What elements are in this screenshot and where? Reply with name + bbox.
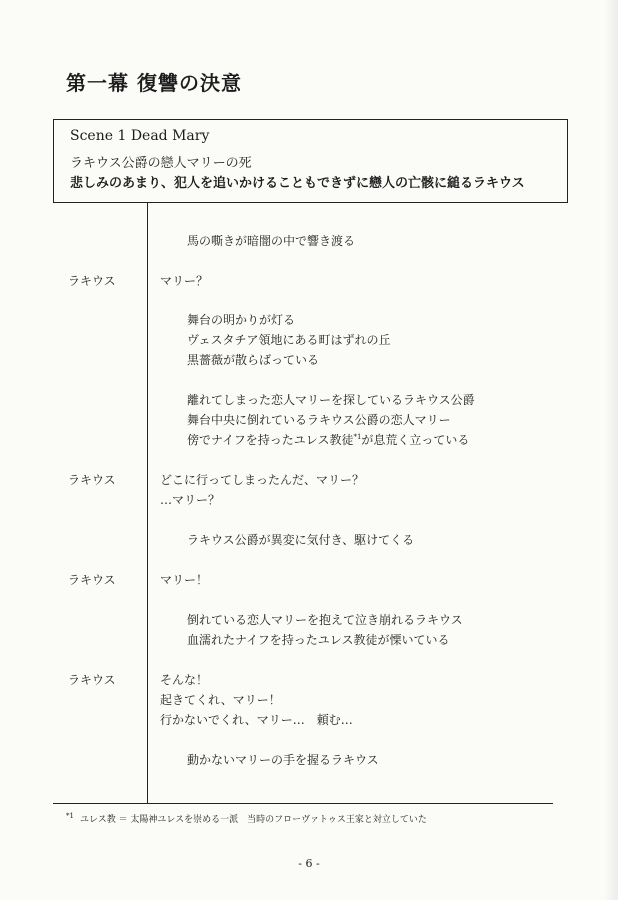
dialogue-line: 行かないでくれ、マリー… 頼む… <box>160 713 353 727</box>
stage-direction: 舞台中央に倒れているラキウス公爵の恋人マリー <box>187 413 451 427</box>
scene-header-box <box>53 119 568 203</box>
dialogue-line: …マリー？ <box>160 493 221 507</box>
dialogue-line: どこに行ってしまったんだ、マリー？ <box>160 473 365 487</box>
speaker-name: ラキウス <box>68 673 116 687</box>
scene-subtitle: ラキウス公爵の戀人マリーの死 <box>70 156 252 171</box>
stage-direction: ラキウス公爵が異変に気付き、駆けてくる <box>187 533 415 547</box>
scene-heading: Scene 1 Dead Mary <box>70 128 210 144</box>
dialogue-line: そんな！ <box>160 673 209 687</box>
scene-summary: 悲しみのあまり、犯人を追いかけることもできずに戀人の亡骸に縋るラキウス <box>70 176 525 191</box>
page-number: - 6 - <box>298 857 320 870</box>
speaker-name: ラキウス <box>68 473 116 487</box>
stage-direction: 舞台の明かりが灯る <box>187 313 296 327</box>
dialogue-line: マリー！ <box>160 573 209 587</box>
footnote-reference: *1 <box>353 433 362 441</box>
stage-direction-text: 傍でナイフを持ったユレス教徒 <box>187 433 354 447</box>
speaker-name: ラキウス <box>68 274 116 288</box>
stage-direction: 馬の嘶きが暗闇の中で響き渡る <box>187 234 356 248</box>
speaker-column-divider <box>147 203 148 804</box>
stage-direction <box>187 431 469 448</box>
stage-direction: 離れてしまった恋人マリーを探しているラキウス公爵 <box>187 393 475 407</box>
dialogue-line: マリー？ <box>160 274 209 288</box>
stage-direction: 黒薔薇が散らばっている <box>187 353 320 367</box>
stage-direction: ヴェスタチア領地にある町はずれの丘 <box>187 333 391 347</box>
footnote <box>66 812 427 825</box>
act-title: 第一幕 復讐の決意 <box>66 71 242 95</box>
footnote-text: ユレス教 ＝ 太陽神ユレスを崇める一派 当時のフローヴァトゥス王家と対立していた <box>79 815 427 825</box>
page-edge-shadow <box>604 0 618 900</box>
stage-direction-text: が息荒く立っている <box>361 433 470 447</box>
stage-direction: 動かないマリーの手を握るラキウス <box>187 753 379 767</box>
dialogue-line: 起きてくれ、マリー！ <box>160 693 281 707</box>
speaker-name: ラキウス <box>68 573 116 587</box>
footnote-divider <box>53 803 553 804</box>
stage-direction: 血濡れたナイフを持ったユレス教徒が慄いている <box>187 633 450 647</box>
stage-direction: 倒れている恋人マリーを抱えて泣き崩れるラキウス <box>187 613 463 627</box>
footnote-mark: *1 <box>66 812 74 820</box>
